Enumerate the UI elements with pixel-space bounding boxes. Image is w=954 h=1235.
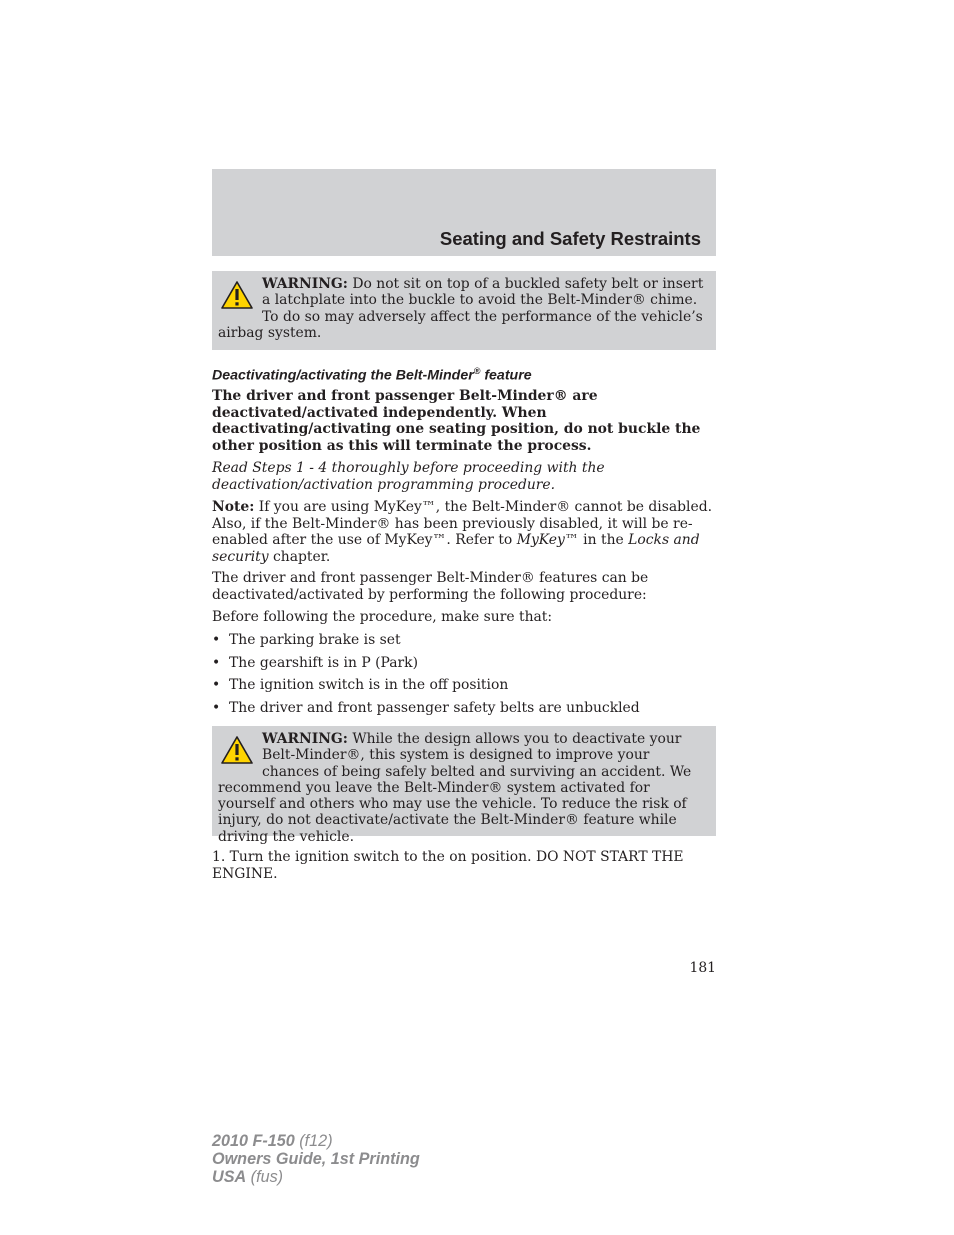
list-item-text: The driver and front passenger safety belts are unbuckled bbox=[229, 700, 640, 717]
warning-text: While the design allows you to deactivate your Belt-Minder®, this system is designed to improve your chances of being safely belted and surviving an accident. We recommend you leave the Belt-Minder® system activated for yourself and others who may use the vehicle. To reduce the risk of injury, do not deactivate/activate the Belt-Minder® feature while driving the vehicle. bbox=[218, 731, 692, 845]
heading-text: Deactivating/activating the Belt-Minder bbox=[212, 367, 474, 384]
list-item-text: The gearshift is in P (Park) bbox=[229, 654, 418, 671]
note-text: in the bbox=[578, 532, 629, 549]
note-label: Note: bbox=[212, 499, 255, 515]
belt-minder-independent-paragraph: The driver and front passenger Belt-Minder® are deactivated/activated independently. When deactivating/activating one seating position, do not buckle the other position as this will terminate the process. bbox=[212, 388, 701, 454]
list-item bbox=[212, 700, 716, 723]
list-item-text: The ignition switch is in the off position bbox=[229, 677, 509, 694]
note-text: chapter. bbox=[268, 548, 331, 565]
warning-triangle-icon bbox=[220, 735, 254, 765]
page-number: 181 bbox=[689, 960, 716, 976]
warning-text: Do not sit on top of a buckled safety belt or insert a latchplate into the buckle to avoid the Belt-Minder® chime. To do so may adversely affect the performance of the vehicle’s airbag system. bbox=[218, 276, 704, 341]
warning-box-deactivate bbox=[212, 726, 716, 845]
document-footer bbox=[212, 1132, 420, 1186]
footer-line-guide: Owners Guide, 1st Printing bbox=[212, 1150, 420, 1168]
registered-mark: ® bbox=[473, 366, 481, 376]
features-paragraph: The driver and front passenger Belt-Minder® features can be deactivated/activated by performing the following procedure: bbox=[212, 570, 649, 603]
footer-line-region bbox=[212, 1168, 420, 1186]
footer-region-code: (fus) bbox=[246, 1168, 284, 1186]
note-paragraph bbox=[212, 499, 716, 565]
heading-text-end: feature bbox=[480, 367, 532, 384]
subsection-heading bbox=[212, 366, 532, 384]
before-procedure-paragraph: Before following the procedure, make sure that: bbox=[212, 609, 553, 625]
warning-label: WARNING: bbox=[262, 731, 348, 747]
bullet: • bbox=[212, 677, 221, 694]
bullet: • bbox=[212, 700, 221, 717]
footer-model: 2010 F-150 bbox=[212, 1132, 295, 1150]
list-item bbox=[212, 632, 716, 655]
warning-label: WARNING: bbox=[262, 276, 348, 292]
locks-security-reference: Locks and security bbox=[212, 532, 700, 565]
read-steps-paragraph: Read Steps 1 - 4 thoroughly before proceeding with the deactivation/activation programming procedure. bbox=[212, 460, 605, 493]
section-title: Seating and Safety Restraints bbox=[439, 228, 701, 249]
footer-model-code: (f12) bbox=[294, 1132, 333, 1150]
bullet: • bbox=[212, 632, 221, 648]
list-item bbox=[212, 655, 716, 678]
footer-line-model bbox=[212, 1132, 420, 1150]
footer-region: USA bbox=[212, 1168, 247, 1186]
mykey-reference: MyKey™ bbox=[516, 532, 579, 549]
precondition-list bbox=[212, 632, 716, 723]
warning-box-safety-belt bbox=[212, 271, 716, 350]
list-item-text: The parking brake is set bbox=[229, 632, 401, 648]
warning-triangle-icon bbox=[220, 280, 254, 310]
section-header-band bbox=[212, 169, 716, 256]
list-item bbox=[212, 677, 716, 700]
step-1-paragraph: 1. Turn the ignition switch to the on position. DO NOT START THE ENGINE. bbox=[212, 849, 684, 882]
note-text: If you are using MyKey™, the Belt-Minder® cannot be disabled. Also, if the Belt-Minder® has been previously disabled, it will be re-enabled after the use of MyKey™. Refer to bbox=[212, 499, 712, 549]
bullet: • bbox=[212, 654, 221, 671]
